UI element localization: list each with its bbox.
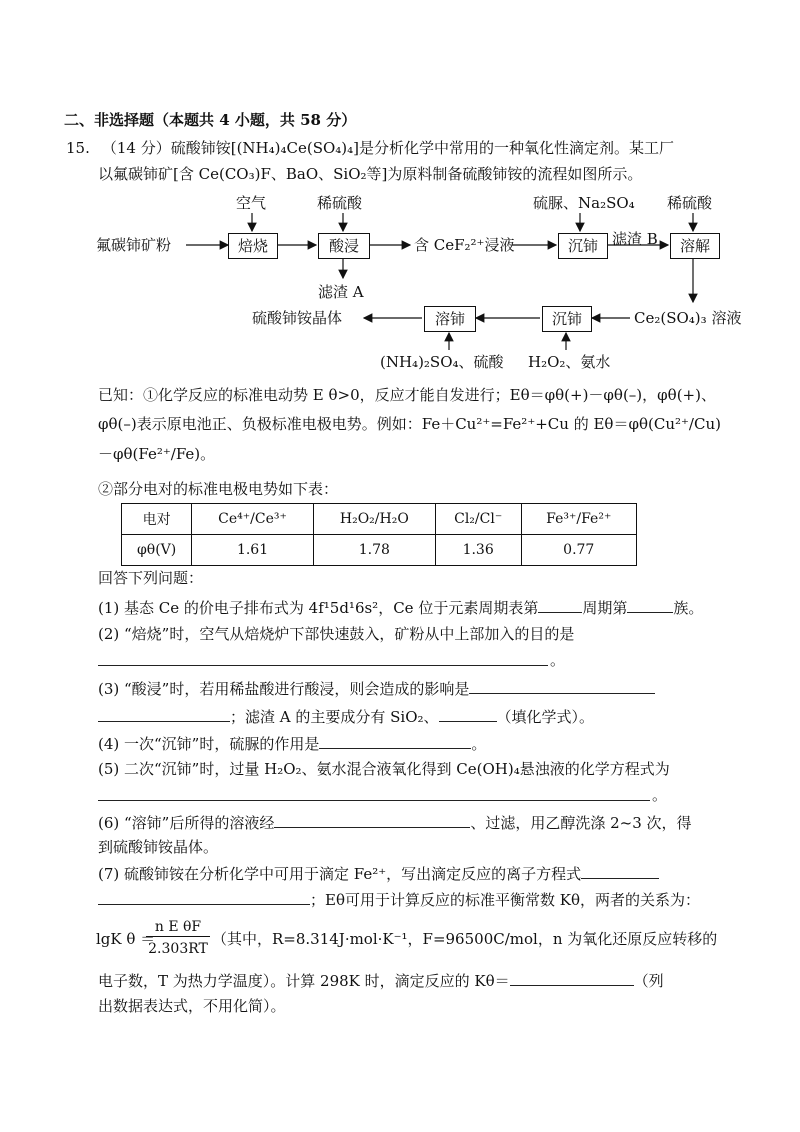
flow-precip-ce-box: 沉铈	[558, 233, 608, 259]
q6-line1	[98, 812, 692, 833]
known-line1: 已知：①化学反应的标准电动势 E θ>0，反应才能自发进行；Eθ＝φθ(+)－φθ(–)，φθ(+)、	[98, 386, 716, 404]
flow-dissolve-box: 溶解	[670, 233, 720, 259]
q3-line2	[98, 706, 594, 727]
q7-blank-k[interactable]	[510, 970, 634, 986]
potential-table	[121, 503, 637, 566]
flow-ce2so43: Ce₂(SO₄)₃ 溶液	[634, 309, 742, 327]
q7-formula-denominator: 2.303RT	[148, 941, 208, 957]
q15-points: （14 分）	[101, 139, 171, 157]
q7-text-c: （其中，R=8.314J·mol·K⁻¹，F=96500C/mol，n 为氧化还原反应转移的	[212, 930, 718, 948]
q1-line	[98, 597, 703, 618]
flow-acid-leach-box: 酸浸	[318, 233, 370, 259]
answer-prompt: 回答下列问题：	[98, 569, 204, 587]
q15-intro-2: 以氟碳铈矿[含 Ce(CO₃)F、BaO、SiO₂等]为原料制备硫酸铈铵的流程如图所示。	[98, 165, 643, 183]
table-row-label: φθ(V)	[122, 535, 192, 566]
q1-blank-group[interactable]	[627, 597, 673, 613]
table-header-cell: Ce⁴⁺/Ce³⁺	[192, 504, 314, 535]
table-cell: 0.77	[521, 535, 637, 566]
q3-text-b: ；滤渣 A 的主要成分有 SiO₂、	[230, 708, 439, 726]
q7-line5: 出数据表达式，不用化简）。	[98, 997, 286, 1015]
q2-end: 。	[550, 651, 566, 669]
flow-residue-b: 滤渣 B	[612, 230, 658, 248]
q3-blank-effect-cont[interactable]	[98, 706, 230, 722]
flow-dilute-h2so4: 稀硫酸	[317, 194, 363, 212]
q3-blank-residue[interactable]	[439, 706, 497, 722]
q15-intro-1: 硫酸铈铵[(NH₄)₄Ce(SO₄)₄]是分析化学中常用的一种氧化性滴定剂。某工厂	[170, 139, 675, 157]
q7-text-a: (7) 硫酸铈铵在分析化学中可用于滴定 Fe²⁺，写出滴定反应的离子方程式	[98, 865, 582, 883]
q7-blank-equation-cont[interactable]	[98, 889, 310, 905]
flow-air: 空气	[236, 194, 267, 212]
q3-line1	[98, 678, 655, 699]
q7-blank-equation[interactable]	[581, 863, 659, 879]
flow-roast-box: 焙烧	[228, 233, 278, 259]
section-title: 二、非选择题（本题共 4 小题，共 58 分）	[64, 111, 357, 129]
flow-precip-ce-2-box: 沉铈	[542, 306, 592, 332]
q4-text: (4) 一次“沉铈”时，硫脲的作用是	[98, 735, 320, 753]
table-cell: 1.36	[435, 535, 521, 566]
known-line3: －φθ(Fe²⁺/Fe)。	[98, 445, 216, 463]
known-line4: ②部分电对的标准电极电势如下表：	[98, 480, 339, 498]
q7-line2	[98, 889, 700, 910]
q7-formula-lhs: lgK θ ＝	[96, 930, 156, 948]
table-header-cell: Fe³⁺/Fe²⁺	[521, 504, 637, 535]
table-header-cell: H₂O₂/H₂O	[313, 504, 435, 535]
q5-answer-line[interactable]	[98, 800, 650, 801]
q2-text: (2) “焙烧”时，空气从焙烧炉下部快速鼓入，矿粉从中上部加入的目的是	[98, 625, 575, 643]
q7-formula-numerator: n E θF	[146, 918, 210, 937]
q1-text-a: (1) 基态 Ce 的价电子排布式为 4f¹5d¹6s²，Ce 位于元素周期表第	[98, 599, 539, 617]
table-cell: 1.78	[313, 535, 435, 566]
table-header-row	[122, 504, 637, 535]
q3-text-c: （填化学式）。	[496, 708, 595, 726]
q1-text-b: 周期第	[582, 599, 628, 617]
flow-leachate: 含 CeF₂²⁺浸液	[414, 236, 515, 254]
flow-nh4so4-acid: (NH₄)₂SO₄、硫酸	[380, 353, 504, 371]
q7-text-d: 电子数，T 为热力学温度）。计算 298K 时，滴定反应的 Kθ＝	[98, 972, 510, 990]
table-header-cell: Cl₂/Cl⁻	[435, 504, 521, 535]
q7-line4	[98, 970, 664, 991]
q15-number: 15.	[66, 139, 90, 157]
q4-line	[98, 733, 486, 754]
q7-line1	[98, 863, 659, 884]
table-row	[122, 535, 637, 566]
flow-dissolve-ce-box: 溶铈	[424, 306, 476, 332]
q1-text-c: 族。	[673, 599, 704, 617]
q4-end: 。	[471, 735, 487, 753]
q3-text: (3) “酸浸”时，若用稀盐酸进行酸浸，则会造成的影响是	[98, 680, 470, 698]
q5-text: (5) 二次“沉铈”时，过量 H₂O₂、氨水混合液氧化得到 Ce(OH)₄悬浊液的化学方程式为	[98, 760, 670, 778]
q4-blank[interactable]	[319, 733, 471, 749]
q7-text-e: （列	[633, 972, 664, 990]
q1-blank-period[interactable]	[538, 597, 582, 613]
flow-dilute-h2so4-2: 稀硫酸	[667, 194, 713, 212]
table-header-cell: 电对	[122, 504, 192, 535]
q3-blank-effect[interactable]	[469, 678, 655, 694]
q6-blank[interactable]	[274, 812, 470, 828]
q6-text-a: (6) “溶铈”后所得的溶液经	[98, 814, 275, 832]
q6-text-b: 、过滤，用乙醇洗涤 2~3 次，得	[470, 814, 692, 832]
table-cell: 1.61	[192, 535, 314, 566]
q2-answer-line[interactable]	[98, 665, 548, 666]
flow-residue-a: 滤渣 A	[318, 283, 364, 301]
flow-product: 硫酸铈铵晶体	[252, 309, 343, 327]
q5-end: 。	[652, 786, 668, 804]
q6-line2: 到硫酸铈铵晶体。	[98, 838, 219, 856]
flow-h2o2-nh3: H₂O₂、氨水	[528, 353, 611, 371]
flow-thiourea-na2so4: 硫脲、Na₂SO₄	[533, 194, 635, 212]
flow-raw-material: 氟碳铈矿粉	[96, 236, 172, 254]
q7-text-b: ；Eθ可用于计算反应的标准平衡常数 Kθ，两者的关系为：	[310, 891, 700, 909]
known-line2: φθ(–)表示原电池正、负极标准电极电势。例如：Fe＋Cu²⁺=Fe²⁺+Cu 的 Eθ＝φθ(Cu²⁺/Cu)	[98, 415, 721, 433]
